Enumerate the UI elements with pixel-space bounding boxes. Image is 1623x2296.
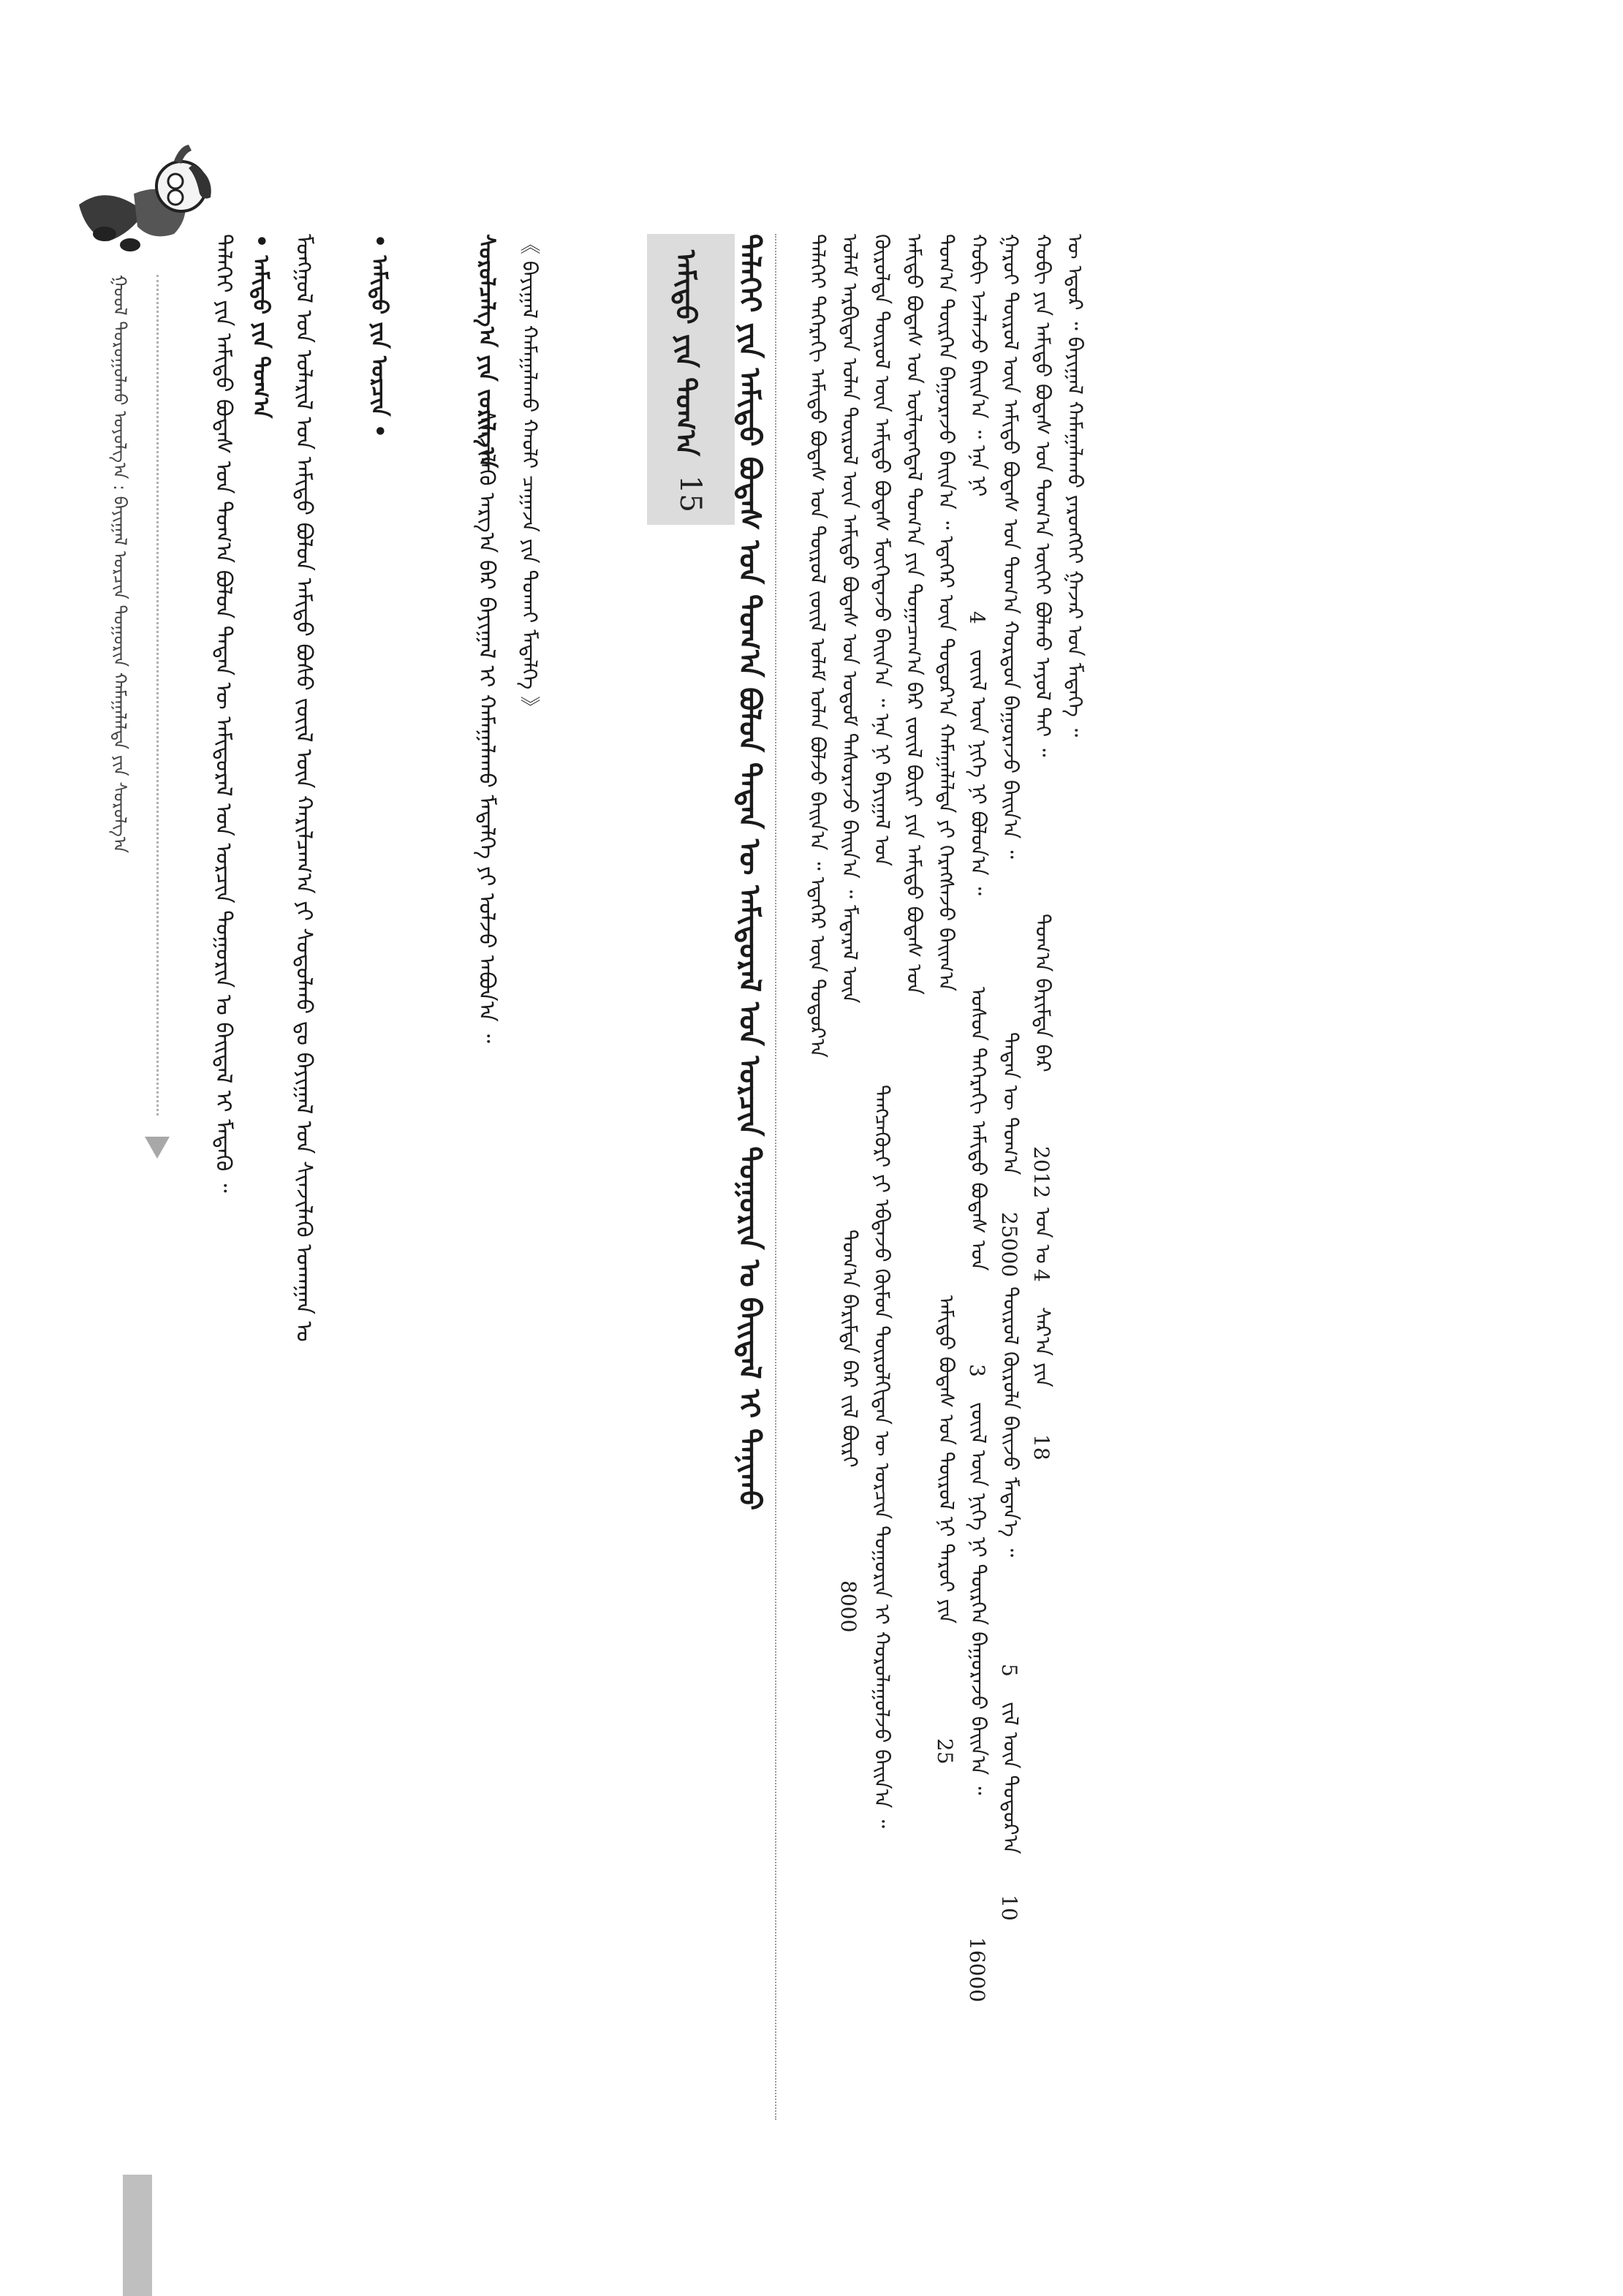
intro-line: ᠮᠣᠩᠭᠣᠯ ᠤᠨ ᠤᠯᠠᠷᠢᠯ ᠤᠨ ᠠᠮᠢᠳᠤ ᠪᠣᠯᠣᠨ ᠠᠮᠢᠳᠤ ᠪᠤᠰᠤ ᠵᠦᠢᠯ ᠦᠨ ᠬᠠᠷᠢᠯᠴᠠᠭ᠎ᠠ ᠶᠢ ᠰᠤᠳᠤᠯᠬᠤ ᠳᠤ ᠪᠠᠶᠢᠭᠠᠯ ᠤᠨ ᠰᠢᠨᠵᠢᠯᠡᠬᠦ ᠤᠬᠠᠭᠠᠨ ᠤ	[291, 234, 317, 1342]
body-line: ᠲᠣᠭ᠎ᠠ ᠲᠦᠷᠭᠡᠨ ᠪᠠᠭᠤᠷᠠᠵᠤ ᠪᠠᠢᠨ᠎ᠠ ᠃ ᠡᠳᠡᠭᠡᠷ ᠦᠨ ᠳᠣᠲᠣᠷ᠎ᠠ ᠬᠠᠮᠠᠭᠠᠯᠠᠯᠲᠠ ᠶᠢ ᠬᠡᠷᠡᠭᠰᠡᠵᠦ ᠪᠠᠢᠭ᠎ᠠ	[934, 234, 958, 992]
bullet-marker: •	[366, 423, 392, 439]
bullet-item: ᠠᠮᠢᠳᠤ ᠶᠢᠨ ᠣᠷᠴᠢᠨ	[366, 255, 392, 417]
body-line: ᠵᠦᠢᠯ ᠦᠨ ᠨᠢᠭᠡ ᠨᠢ ᠪᠣᠯᠣᠨ᠎ᠠ ᠃	[966, 649, 991, 895]
running-header	[108, 275, 139, 853]
book-title: ᠭᠣᠣᠯ ᠳᠣᠷᠤᠭᠤᠯᠬᠤ ᠤᠶᠤᠯᠭ᠎ᠠ	[110, 275, 130, 480]
body-line: ᠬᠦᠷᠦᠯᠲᠡ ᠲᠦᠷᠦᠯ ᠦᠨ ᠠᠮᠢᠳᠤ ᠪᠣᠳᠠᠰ ᠮᠦᠬᠡᠳᠡᠵᠦ ᠪᠠᠢᠨ᠎ᠠ ᠃ ᠡᠨᠡ ᠨᠢ ᠪᠠᠶᠢᠭᠠᠯ ᠤᠨ	[870, 234, 894, 867]
bullet-list	[247, 234, 286, 418]
body-line: ᠣᠨ ᠤ	[1031, 1208, 1055, 1264]
body-number: 4	[965, 611, 989, 624]
body-line: ᠤᠯᠠᠮ ᠠᠷᠪᠢᠳᠠᠨ ᠣᠯᠠᠨ ᠲᠦᠷᠦᠯ ᠦᠨ ᠠᠮᠢᠳᠤ ᠪᠣᠳᠠᠰ ᠤᠨ ᠤᠳᠤᠮ ᠲᠠᠰᠤᠷᠠᠵᠤ ᠪᠠᠢᠨ᠎ᠠ ᠃ ᠮᠡᠳᠡᠷᠡᠯ ᠦᠨ	[838, 234, 862, 1004]
section-tag-number: 15	[673, 475, 707, 512]
body-line: ᠬᠤᠪᠢ ᠶᠢᠨ ᠠᠮᠢᠳᠤ ᠪᠣᠳᠠᠰ ᠤᠨ ᠲᠣᠭ᠎ᠠ ᠦᠭᠡᠢ ᠪᠣᠯᠬᠤ ᠠᠶᠤᠯ ᠲᠠᠢ ᠃	[1031, 234, 1055, 757]
body-line: ᠲᠡᠩᠴᠡᠭᠦᠷᠢ ᠶᠢ ᠡᠪᠳᠡᠵᠦ ᠬᠦᠮᠦᠨ ᠲᠥᠷᠦᠯᠬᠢᠲᠡᠨ ᠦ ᠣᠷᠴᠢᠨ ᠲᠣᠭᠣᠷᠢᠨ ᠢ ᠬᠣᠷᠣᠯᠠᠭᠤᠯᠵᠤ ᠪᠠᠢᠨ᠎ᠠ ᠃	[870, 1085, 894, 1828]
intro-emphasis: ᠰᠤᠷᠤᠯᠴᠠᠯᠭ᠎ᠠ ᠶᠢᠨ ᠵᠣᠷᠢᠯᠭ᠎ᠠ	[474, 234, 499, 469]
body-line: ᠤᠰᠤᠨ ᠳᠡᠭᠡᠷᠡᠬᠢ ᠠᠮᠢᠳᠤ ᠪᠣᠳᠠᠰ ᠤᠨ	[966, 987, 991, 1271]
body-number: 5	[997, 1664, 1021, 1677]
intro-line: ᠳᠡᠯᠡᠬᠡᠢ ᠶᠢᠨ ᠠᠮᠢᠳᠤ ᠪᠣᠳᠠᠰ ᠤᠨ ᠲᠣᠭ᠎ᠠ ᠪᠣᠯᠣᠨ ᠲᠡᠳᠡᠨ ᠦ ᠠᠮᠢᠳᠤᠷᠠᠯ ᠤᠨ ᠣᠷᠴᠢᠨ ᠲᠣᠭᠣᠷᠢᠨ ᠤ ᠪᠠᠢᠳᠠᠯ ᠢ ᠮᠡᠳᠡᠬᠦ ᠃	[211, 234, 236, 1193]
section-title: ᠳᠡᠯᠡᠬᠡᠢ ᠶᠢᠨ ᠠᠮᠢᠳᠤ ᠪᠣᠳᠠᠰ ᠤᠨ ᠲᠣᠭ᠎ᠠ ᠪᠣᠯᠣᠨ ᠲᠡᠳᠡᠨ ᠦ ᠠᠮᠢᠳᠤᠷᠠᠯ ᠤᠨ ᠣᠷᠴᠢᠨ ᠲᠣᠭᠣᠷᠢᠨ ᠤ ᠪᠠᠢᠳᠠᠯ ᠢ ᠲᠠᠨᠢᠬᠤ	[733, 234, 767, 1511]
section-tag-label: ᠠᠮᠢᠳᠤ ᠶᠢᠨ ᠲᠣᠭ᠎ᠠ	[670, 250, 703, 456]
body-number: 25000	[997, 1212, 1021, 1278]
body-line: ᠠᠮᠢᠳᠤ ᠪᠣᠳᠠᠰ ᠤᠨ ᠦᠯᠡᠳᠡᠭᠳᠡᠯ ᠲᠣᠭ᠎ᠠ ᠶᠢᠨ ᠲᠣᠭᠠᠴᠠᠭ᠎ᠠ ᠪᠡᠷ ᠵᠦᠢᠯ ᠪᠦᠷᠢ ᠶᠢᠨ ᠠᠮᠢᠳᠤ ᠪᠣᠳᠠᠰ ᠤᠨ	[902, 234, 926, 995]
header-dotted-rule	[156, 275, 159, 1115]
bullet-list-2	[366, 234, 404, 438]
body-line: ᠲᠣᠭ᠎ᠠ ᠪᠠᠷᠢᠮᠲᠠ ᠪᠡᠷ	[1031, 914, 1055, 1072]
header-separator: :	[110, 484, 130, 491]
body-line: ᠵᠢᠯ ᠦᠨ ᠳᠣᠲᠣᠷ᠎ᠠ	[999, 1702, 1023, 1854]
intro-quote: 《 ᠪᠠᠶᠢᠭᠠᠯ ᠬᠠᠮᠠᠭᠠᠯᠠᠬᠤ ᠬᠠᠤᠯᠢ ᠴᠠᠭᠠᠵᠠ ᠶᠢᠨ ᠲᠤᠬᠠᠢ ᠮᠡᠳᠡᠯᠭᠡ 》	[518, 234, 542, 717]
body-number: 3	[965, 1364, 989, 1377]
body-number: 10	[997, 1895, 1021, 1921]
header-arrow-icon	[145, 1137, 170, 1159]
section-tag	[647, 234, 735, 525]
title-dotted-rule	[775, 234, 776, 2120]
body-line: ᠲᠦᠷᠦᠯ ᠬᠦᠷᠦᠯᠡ ᠪᠠᠢᠵᠤ ᠮᠡᠳᠡᠨ᠎ᠡ ᠃	[999, 1287, 1023, 1558]
body-line: ᠭᠠᠷᠤᠢ ᠲᠦᠷᠦᠯ ᠦᠨ ᠠᠮᠢᠳᠤ ᠪᠣᠳᠠᠰ ᠤᠨ ᠲᠣᠭ᠎ᠠ ᠬᠤᠷᠳᠤᠨ ᠪᠠᠭᠤᠷᠠᠵᠤ ᠪᠠᠢᠨ᠎ᠠ ᠃	[999, 234, 1023, 859]
intro-line: ᠰᠢᠨᠵᠢᠯᠡᠬᠦ ᠠᠷᠭ᠎ᠠ ᠪᠡᠷ ᠪᠠᠶᠢᠭᠠᠯ ᠢ ᠬᠠᠮᠠᠭᠠᠯᠠᠬᠤ ᠮᠡᠳᠡᠯᠭᠡ ᠶᠢ ᠣᠯᠵᠤ ᠠᠪᠤᠨ᠎ᠠ ᠃	[474, 409, 499, 1044]
body-line: ᠰᠠᠷ᠎ᠠ ᠶᠢᠨ	[1031, 1307, 1055, 1387]
page-edge-tab	[123, 2175, 152, 2296]
body-number: 8000	[836, 1580, 860, 1633]
body-line: ᠲᠣᠭ᠎ᠠ ᠪᠠᠷᠢᠮᠲᠠ ᠪᠡᠷ ᠵᠢᠯ ᠪᠦᠷᠢ	[838, 1230, 862, 1468]
body-number: 25	[933, 1738, 957, 1765]
body-line: ᠦ ᠡᠳᠦᠷ ᠃ ᠪᠠᠶᠢᠭᠠᠯ ᠬᠠᠮᠠᠭᠠᠯᠠᠬᠤ ᠶᠡᠷᠦᠩᠬᠡᠢ ᠭᠠᠵᠠᠷ ᠤᠨ ᠮᠡᠳᠡᠭᠡ ᠃	[1063, 234, 1087, 738]
body-number: 2012	[1029, 1146, 1053, 1199]
mascot-illustration	[64, 124, 225, 285]
body-line: ᠳᠡᠯᠡᠬᠡᠢ ᠳᠡᠭᠡᠷᠡᠬᠢ ᠠᠮᠢᠳᠤ ᠪᠣᠳᠠᠰ ᠤᠨ ᠲᠦᠷᠦᠯ ᠵᠦᠢᠯ ᠤᠯᠠᠮ ᠣᠯᠠᠨ ᠪᠣᠯᠵᠤ ᠪᠠᠢᠨ᠎ᠠ ᠃ ᠡᠳᠡᠭᠡᠷ ᠦᠨ ᠳᠣᠲᠣᠷ᠎ᠠ	[806, 234, 830, 1058]
bullet-marker: •	[248, 234, 273, 249]
body-line: ᠵᠦᠢᠯ ᠦᠨ ᠨᠢᠭᠡ ᠨᠢ ᠲᠦᠷᠭᠡᠨ ᠪᠠᠭᠤᠷᠠᠵᠤ ᠪᠠᠢᠨ᠎ᠠ ᠃	[966, 1402, 991, 1795]
book-subtitle: ᠪᠠᠶᠢᠭᠠᠯ ᠣᠷᠴᠢᠨ ᠲᠣᠭᠣᠷᠢᠨ ᠬᠠᠮᠠᠭᠠᠯᠠᠯᠲᠠ ᠶᠢᠨ ᠰᠤᠷᠤᠯᠭ᠎ᠠ	[110, 496, 130, 854]
bullet-item: ᠠᠮᠢᠳᠤ ᠶᠢᠨ ᠲᠣᠭ᠎ᠠ	[248, 255, 273, 419]
body-line: ᠬᠤᠪᠢ ᠡᠵᠡᠯᠡᠵᠦ ᠪᠠᠢᠨ᠎ᠠ ᠃ ᠡᠨᠡ ᠨᠢ	[966, 234, 991, 497]
bullet-marker: •	[366, 234, 392, 249]
body-line: ᠲᠡᠳᠡᠨ ᠦ ᠲᠣᠭ᠎ᠠ	[999, 1032, 1023, 1175]
body-number: 16000	[965, 1937, 989, 2003]
body-number: 18	[1029, 1434, 1053, 1460]
body-number: 4	[1029, 1269, 1053, 1282]
body-line: ᠠᠮᠢᠳᠤ ᠪᠣᠳᠠᠰ ᠤᠨ ᠲᠦᠷᠦᠯ ᠨᠢ ᠳᠠᠷᠤᠢ ᠶᠢᠨ	[934, 1295, 958, 1624]
